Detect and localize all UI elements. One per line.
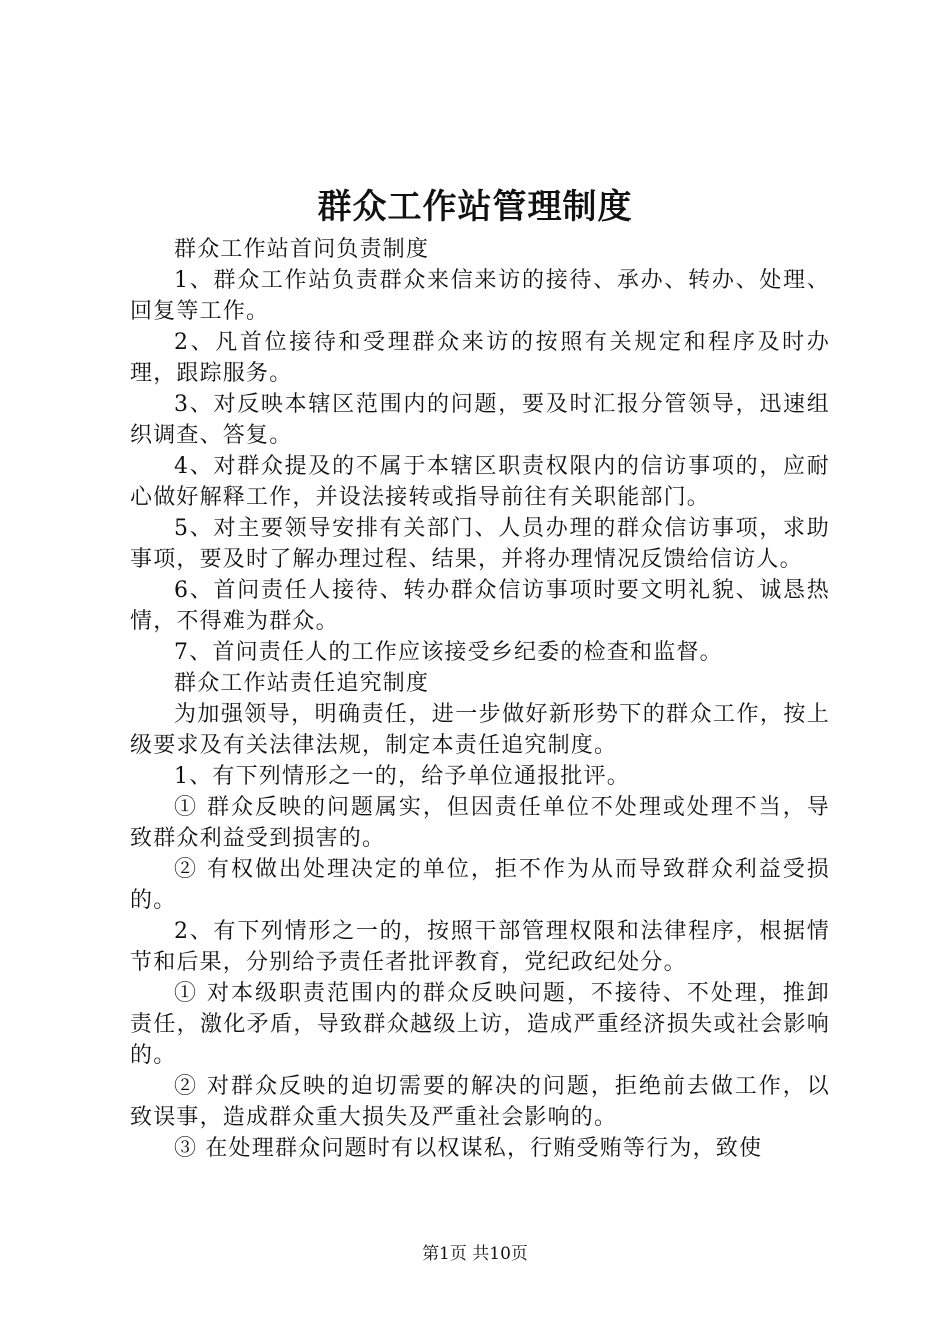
page-footer: 第1页 共10页 (422, 1244, 528, 1264)
document-body (130, 234, 830, 1164)
paragraph: 2、有下列情形之一的，按照干部管理权限和法律程序，根据情节和后果，分别给予责任者批评教育，党纪政纪处分。 (130, 919, 830, 975)
section-heading: 群众工作站责任追究制度 (174, 671, 430, 696)
paragraph: 4、对群众提及的不属于本辖区职责权限内的信访事项的，应耐心做好解释工作，并设法接转或指导前往有关职能部门。 (130, 454, 830, 510)
paragraph: 3、对反映本辖区范围内的问题，要及时汇报分管领导，迅速组织调查、答复。 (130, 392, 830, 448)
paragraph: ① 群众反映的问题属实，但因责任单位不处理或处理不当，导致群众利益受到损害的。 (130, 795, 830, 851)
paragraph: 1、有下列情形之一的，给予单位通报批评。 (174, 764, 630, 789)
paragraph: ② 有权做出处理决定的单位，拒不作为从而导致群众利益受损的。 (130, 857, 830, 913)
paragraph: ① 对本级职责范围内的群众反映问题，不接待、不处理，推卸责任，激化矛盾，导致群众越级上访，造成严重经济损失或社会影响的。 (130, 981, 830, 1068)
paragraph: 7、首问责任人的工作应该接受乡纪委的检查和监督。 (174, 640, 723, 665)
paragraph: ② 对群众反映的迫切需要的解决的问题，拒绝前去做工作，以致误事，造成群众重大损失及严重社会影响的。 (130, 1074, 830, 1130)
paragraph: 1、群众工作站负责群众来信来访的接待、承办、转办、处理、回复等工作。 (130, 268, 830, 324)
paragraph: 2、凡首位接待和受理群众来访的按照有关规定和程序及时办理，跟踪服务。 (130, 330, 830, 386)
paragraph: ③ 在处理群众问题时有以权谋私，行贿受贿等行为，致使 (174, 1136, 763, 1161)
paragraph: 为加强领导，明确责任，进一步做好新形势下的群众工作，按上级要求及有关法律法规，制定本责任追究制度。 (130, 702, 830, 758)
section-heading: 群众工作站首问负责制度 (174, 237, 430, 262)
paragraph: 5、对主要领导安排有关部门、人员办理的群众信访事项，求助事项，要及时了解办理过程、结果，并将办理情况反馈给信访人。 (130, 516, 830, 572)
document-title: 群众工作站管理制度 (317, 187, 633, 227)
paragraph: 6、首问责任人接待、转办群众信访事项时要文明礼貌、诚恳热情，不得难为群众。 (130, 578, 830, 634)
